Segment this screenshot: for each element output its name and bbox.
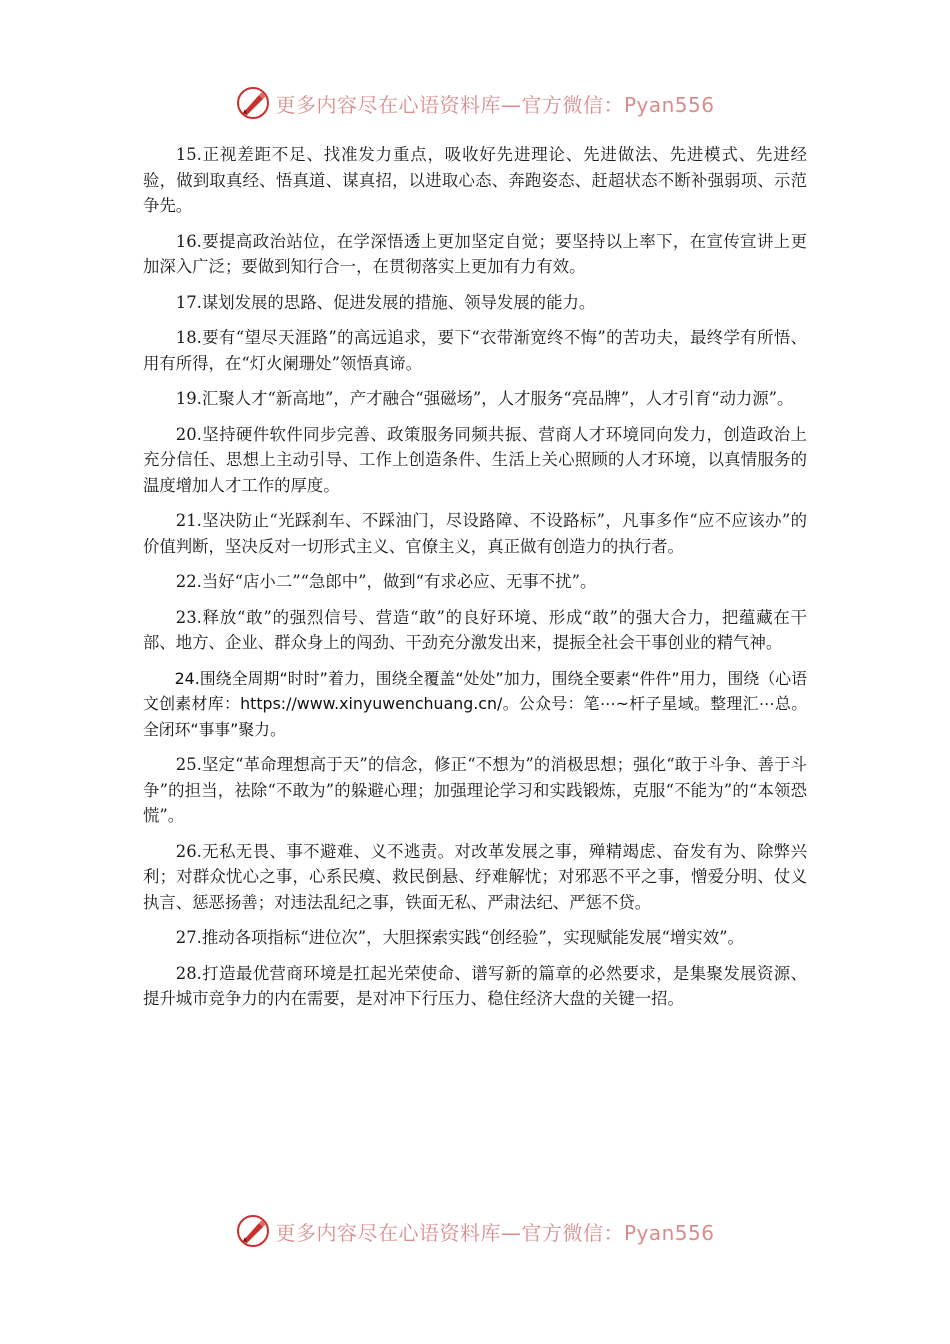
paragraph-26: 26.无私无畏、事不避难、义不逃责。对改革发展之事，殚精竭虑、奋发有为、除弊兴利；对群众忧心之事，心系民瘼、救民倒悬、纾难解忧；对邪恶不平之事，憎爱分明、仗义执言、惩恶扬善；对违法乱纪之事，铁面无私、严肃法纪、严惩不贷。 [143,841,807,912]
paragraph-17: 17.谋划发展的思路、促进发展的措施、领导发展的能力。 [175,292,596,312]
paragraph-20: 20.坚持硬件软件同步完善、政策服务同频共振、营商人才环境同向发力，创造政治上充分信任、思想上主动引导、工作上创造条件、生活上关心照顾的人才环境，以真情服务的温度增加人才工作的厚度。 [143,424,807,495]
paragraph-25: 25.坚定“革命理想高于天”的信念，修正“不想为”的消极思想；强化“敢于斗争、善于斗争”的担当，祛除“不敢为”的躲避心理；加强理论学习和实践锻炼，克服“不能为”的“本领恐慌”。 [143,755,807,825]
paragraph-22: 22.当好“店小二”“急郎中”，做到“有求必应、无事不扰”。 [175,572,597,591]
pen-logo-icon [235,1213,271,1249]
footer-banner-text: 更多内容尽在心语资料库—官方微信：Pyan556 [275,1220,715,1245]
paragraph-24: 24.围绕全周期“时时”着力，围绕全覆盖“处处”加力，围绕全要素“件件”用力，围绕（心语文创素材库：https://www.xinyuwenchuang.cn/。公众号：笔⋯~杆子星域。整理汇⋯总。全闭环“事事”聚力。 [143,668,807,739]
header-banner [0,81,950,125]
header-banner-text: 更多内容尽在心语资料库—官方微信：Pyan556 [275,92,715,117]
paragraph-23: 23.释放“敢”的强烈信号、营造“敢”的良好环境、形成“敢”的强大合力，把蕴藏在干部、地方、企业、群众身上的闯劲、干劲充分激发出来，提振全社会干事创业的精气神。 [143,607,807,652]
paragraph-15: 15.正视差距不足、找准发力重点，吸收好先进理论、先进做法、先进模式、先进经验，做到取真经、悟真道、谋真招，以进取心态、奔跑姿态、赶超状态不断补强弱项、示范争先。 [143,145,807,215]
paragraph-19: 19.汇聚人才“新高地”，产才融合“强磁场”，人才服务“亮品牌”，人才引育“动力源”。 [175,389,794,408]
pen-logo-icon [235,85,271,121]
paragraph-27: 27.推动各项指标“进位次”，大胆探索实践“创经验”，实现赋能发展“增实效”。 [175,928,744,947]
paragraph-21: 21.坚决防止“光踩刹车、不踩油门，尽设路障、不设路标”，凡事多作“应不应该办”的价值判断，坚决反对一切形式主义、官僚主义，真正做有创造力的执行者。 [143,511,807,556]
paragraph-16: 16.要提高政治站位，在学深悟透上更加坚定自觉；要坚持以上率下，在宣传宣讲上更加深入广泛；要做到知行合一，在贯彻落实上更加有力有效。 [143,231,807,276]
paragraph-28: 28.打造最优营商环境是扛起光荣使命、谱写新的篇章的必然要求，是集聚发展资源、提升城市竞争力的内在需要，是对冲下行压力、稳住经济大盘的关键一招。 [143,963,807,1008]
paragraph-18: 18.要有“望尽天涯路”的高远追求，要下“衣带渐宽终不悔”的苦功夫，最终学有所悟、用有所得，在“灯火阑珊处”领悟真谛。 [143,328,807,373]
document-body [143,142,807,1022]
footer-banner [0,1209,950,1253]
